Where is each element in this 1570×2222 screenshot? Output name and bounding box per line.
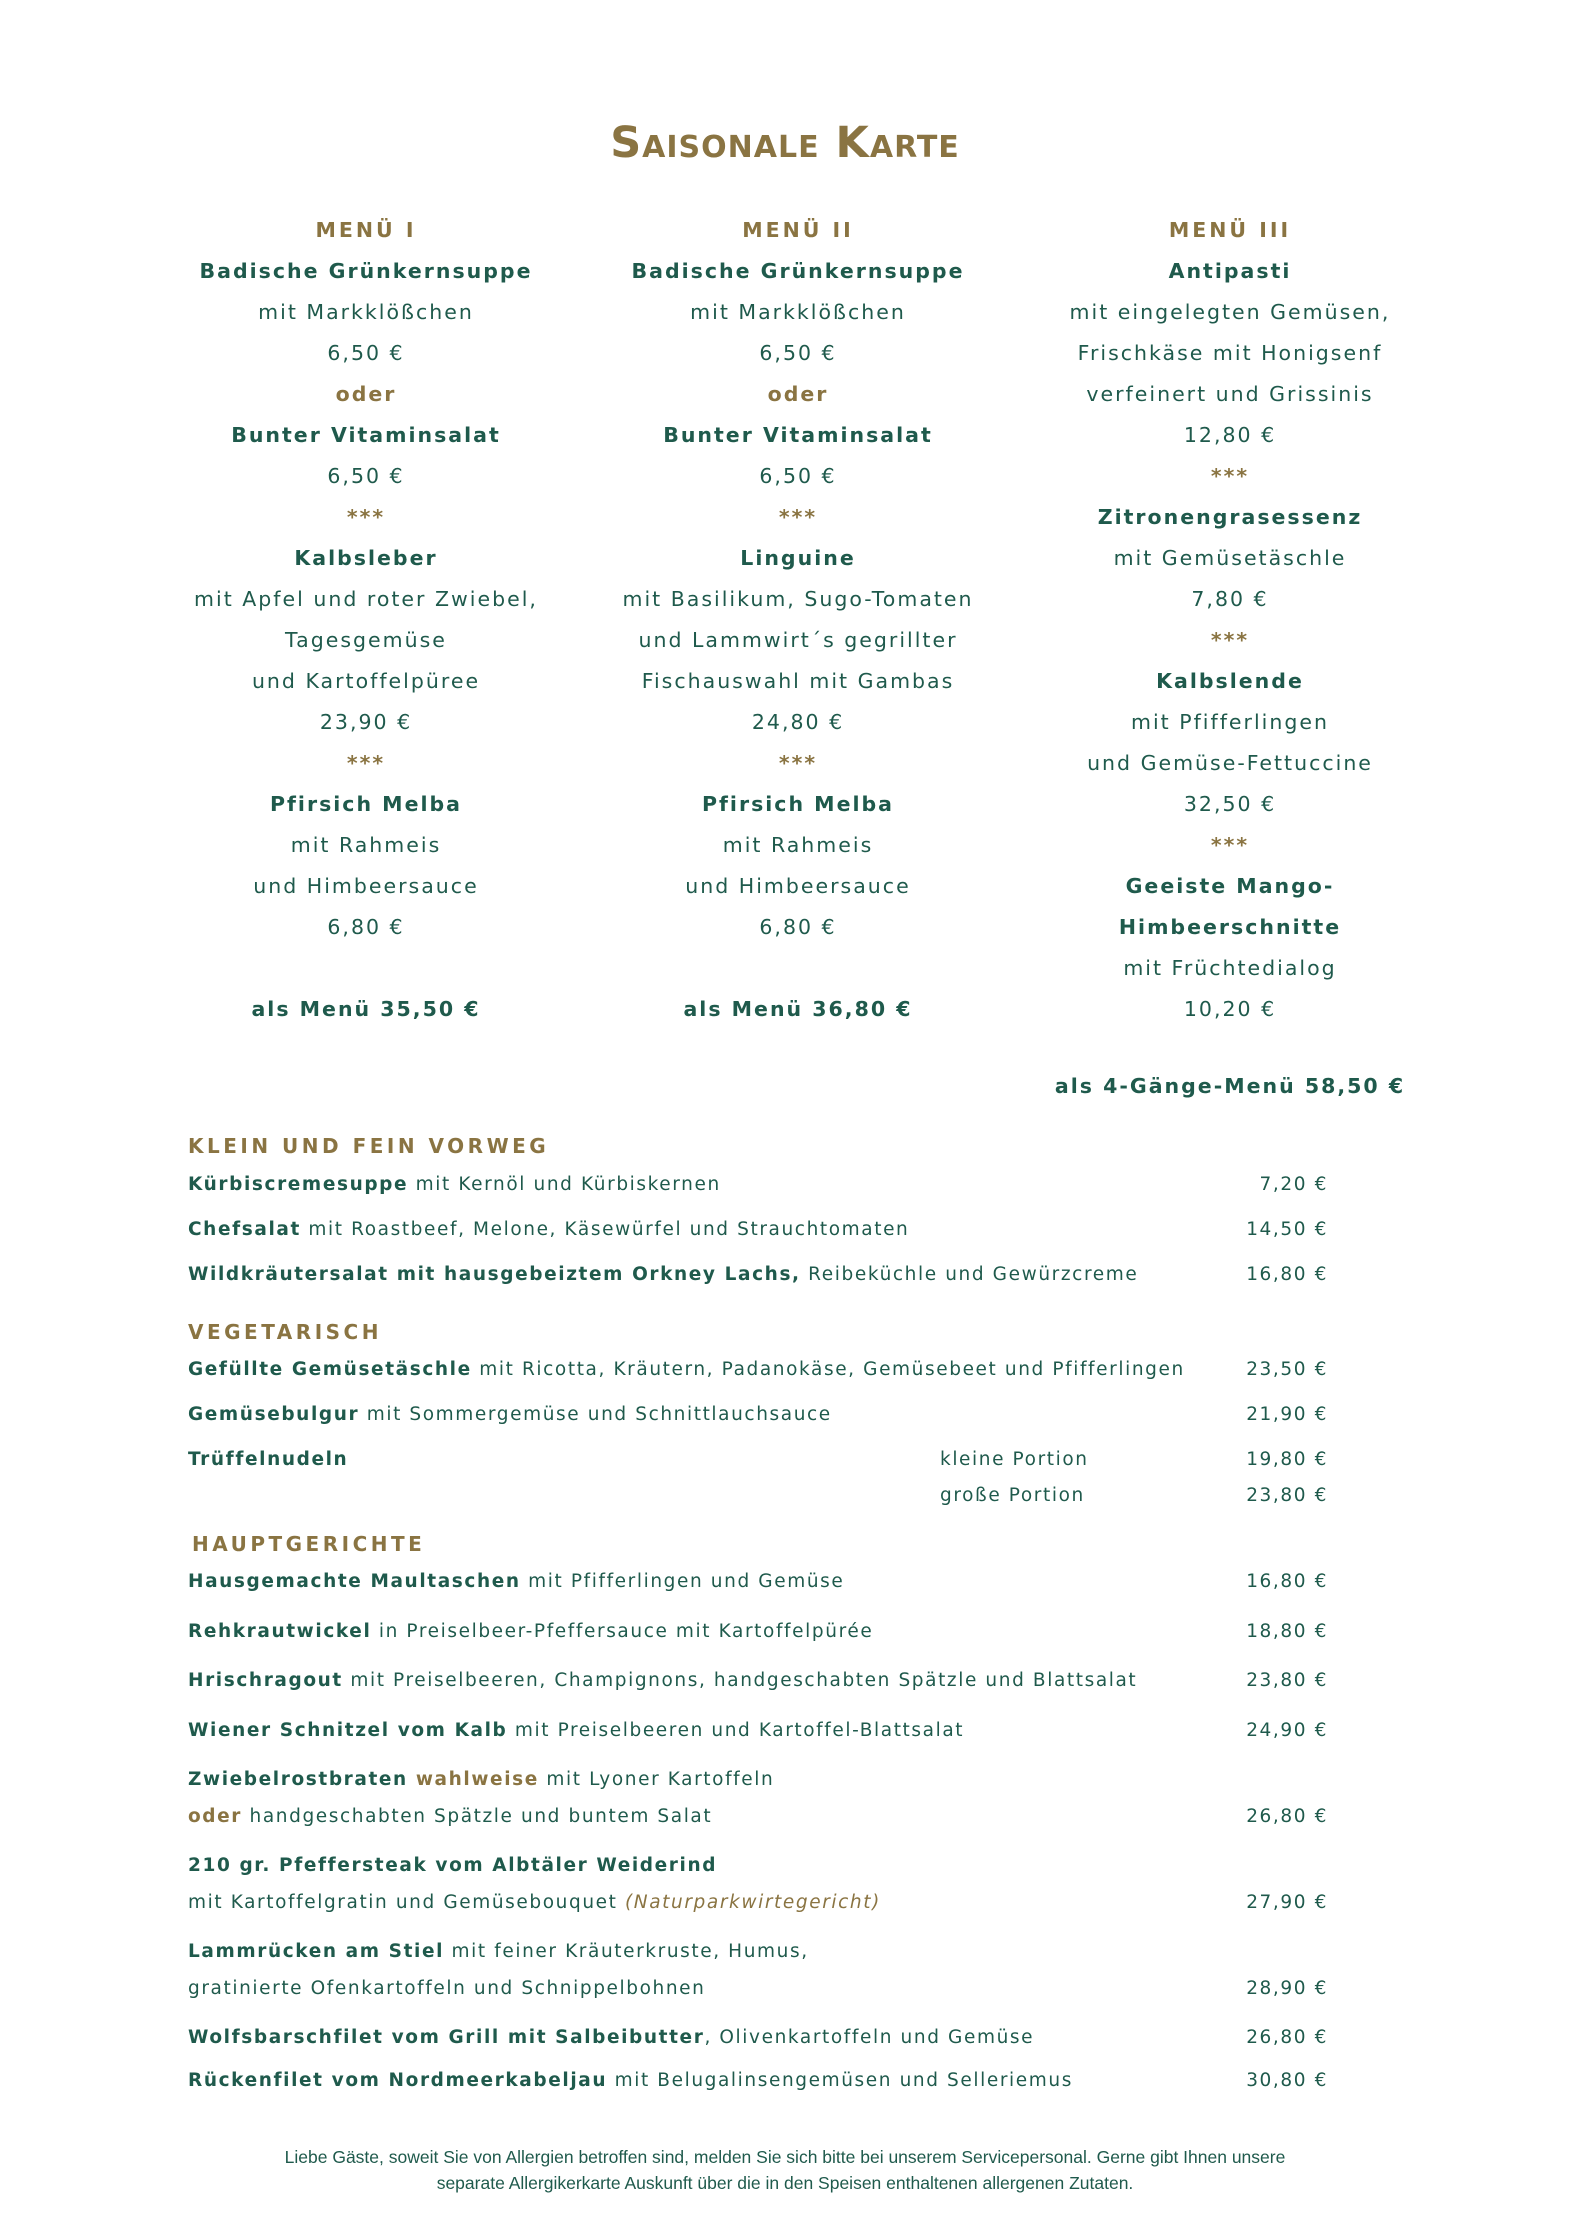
dish-row <box>188 1219 909 1240</box>
course-separator: *** <box>778 751 818 775</box>
dish-name: Hausgemachte Maultaschen <box>188 1571 521 1592</box>
course-detail: mit Basilikum, Sugo-Tomaten <box>622 587 974 611</box>
dish-row <box>188 1855 717 1876</box>
dish-price: 26,80 € <box>1246 1806 1328 1827</box>
menu-total-price: als Menü 35,50 € <box>251 997 481 1021</box>
course-separator: *** <box>346 751 386 775</box>
dish-row <box>188 1449 348 1470</box>
course-name: Kalbslende <box>1156 669 1304 693</box>
dish-price: 23,80 € <box>1246 1670 1328 1691</box>
course-name: Zitronengrasessenz <box>1097 505 1363 529</box>
dish-name: Trüffelnudeln <box>188 1449 349 1470</box>
course-name: Linguine <box>740 546 856 570</box>
dish-price: 16,80 € <box>1246 1264 1328 1285</box>
alternative-label: oder <box>335 382 397 406</box>
section-heading-vegetarisch: VEGETARISCH <box>188 1320 382 1344</box>
dish-row-continued <box>188 1806 712 1827</box>
dish-name: Wolfsbarschfilet vom Grill mit Salbeibutter <box>188 2027 705 2048</box>
course-separator: *** <box>1210 833 1250 857</box>
dish-row <box>188 2070 1073 2091</box>
course-detail <box>588 948 1008 989</box>
dish-row <box>188 1359 1185 1380</box>
dish-name: Rückenfilet vom Nordmeerkabeljau <box>188 2070 608 2091</box>
option-label: oder <box>188 1806 243 1827</box>
course-detail: 24,80 € <box>751 710 845 734</box>
course-detail <box>156 948 576 989</box>
dish-row <box>188 1174 721 1195</box>
dish-name: Lammrücken am Stiel <box>188 1941 445 1962</box>
dish-description: mit Lyoner Kartoffeln <box>538 1769 775 1790</box>
dish-row <box>188 1769 774 1790</box>
course-detail: 7,80 € <box>1191 587 1269 611</box>
course-detail: mit Markklößchen <box>690 300 906 324</box>
dish-price: 18,80 € <box>1246 1621 1328 1642</box>
portion-label: kleine Portion <box>940 1449 1089 1470</box>
dish-price: 30,80 € <box>1246 2070 1328 2091</box>
menu-column-2 <box>588 210 1008 1030</box>
course-detail: mit eingelegten Gemüsen, <box>1069 300 1391 324</box>
dish-price: 28,90 € <box>1246 1978 1328 1999</box>
dish-price: 7,20 € <box>1259 1174 1328 1195</box>
course-detail: mit Rahmeis <box>722 833 874 857</box>
menu-column-3 <box>1020 210 1440 1030</box>
alternative-label: oder <box>767 382 829 406</box>
dish-row <box>188 1621 873 1642</box>
dish-row <box>188 1571 844 1592</box>
dish-name: Kürbiscremesuppe <box>188 1174 409 1195</box>
portion-label: große Portion <box>940 1485 1085 1506</box>
dish-description: mit Kernöl und Kürbiskernen <box>408 1174 721 1195</box>
dish-name: 210 gr. Pfeffersteak vom Albtäler Weiderind <box>188 1855 718 1876</box>
course-detail: mit Gemüsetäschle <box>1113 546 1347 570</box>
course-detail: mit Pfifferlingen <box>1131 710 1329 734</box>
section-heading-hauptgerichte: HAUPTGERICHTE <box>192 1532 426 1556</box>
dish-row <box>188 1941 809 1962</box>
dish-row <box>188 1670 1137 1691</box>
dish-name: Wildkräutersalat mit hausgebeiztem Orkney Lachs, <box>188 1264 801 1285</box>
dish-price: 26,80 € <box>1246 2027 1328 2048</box>
course-detail: und Kartoffelpüree <box>251 669 481 693</box>
course-detail: Frischkäse mit Honigsenf <box>1077 341 1383 365</box>
dish-price: 19,80 € <box>1246 1449 1328 1470</box>
menu-heading: MENÜ I <box>315 218 417 242</box>
dish-description: mit Kartoffelgratin und Gemüsebouquet <box>188 1892 625 1913</box>
course-separator: *** <box>1210 464 1250 488</box>
allergy-note-line: separate Allergikerkarte Auskunft über die in den Speisen enthaltenen allergenen Zutaten. <box>436 2173 1134 2193</box>
course-detail: 6,50 € <box>759 464 837 488</box>
dish-price: 16,80 € <box>1246 1571 1328 1592</box>
allergy-note-line: Liebe Gäste, soweit Sie von Allergien betroffen sind, melden Sie sich bitte bei unserem Servicepersonal. Gerne gibt Ihnen unsere <box>284 2147 1286 2167</box>
dish-name: Zwiebelrostbraten <box>188 1769 408 1790</box>
dish-description: mit Belugalinsengemüsen und Selleriemus <box>607 2070 1073 2091</box>
dish-price: 27,90 € <box>1246 1892 1328 1913</box>
course-name: Pfirsich Melba <box>701 792 895 816</box>
dish-description: Reibeküchle und Gewürzcreme <box>800 1264 1139 1285</box>
course-separator: *** <box>778 505 818 529</box>
course-detail: mit Früchtedialog <box>1123 956 1337 980</box>
course-detail: 10,20 € <box>1183 997 1277 1021</box>
course-detail: mit Rahmeis <box>290 833 442 857</box>
course-separator: *** <box>1210 628 1250 652</box>
course-detail: Tagesgemüse <box>285 628 447 652</box>
dish-name: Hrischragout <box>188 1670 343 1691</box>
course-name: Kalbsleber <box>294 546 438 570</box>
course-detail: 6,80 € <box>327 915 405 939</box>
course-detail: und Gemüse-Fettuccine <box>1087 751 1373 775</box>
dish-price: 23,80 € <box>1246 1485 1328 1506</box>
course-name: Badische Grünkernsuppe <box>199 259 533 283</box>
course-detail: 12,80 € <box>1183 423 1277 447</box>
dish-description: in Preiselbeer-Pfeffersauce mit Kartoffelpürée <box>371 1621 874 1642</box>
course-name: Badische Grünkernsuppe <box>631 259 965 283</box>
dish-row <box>188 1404 832 1425</box>
dish-description: mit feiner Kräuterkruste, Humus, <box>444 1941 809 1962</box>
course-name: Himbeerschnitte <box>1118 915 1342 939</box>
dish-price: 21,90 € <box>1246 1404 1328 1425</box>
course-detail: und Himbeersauce <box>253 874 479 898</box>
course-detail: 23,90 € <box>319 710 413 734</box>
allergy-note <box>0 2144 1570 2196</box>
course-separator: *** <box>346 505 386 529</box>
dish-row <box>188 1720 964 1741</box>
dish-row <box>188 2027 1034 2048</box>
dish-description: mit Preiselbeeren, Champignons, handgeschabten Spätzle und Blattsalat <box>342 1670 1138 1691</box>
dish-price: 23,50 € <box>1246 1359 1328 1380</box>
dish-description: mit Preiselbeeren und Kartoffel-Blattsalat <box>507 1720 965 1741</box>
page-title: Saisonale Karte <box>610 118 960 168</box>
dish-row-continued <box>188 1892 881 1913</box>
menu-total-price: als Menü 36,80 € <box>683 997 913 1021</box>
dish-row-continued <box>188 1978 706 1999</box>
dish-row <box>188 1264 1138 1285</box>
course-name: Bunter Vitaminsalat <box>663 423 933 447</box>
dish-price: 14,50 € <box>1246 1219 1328 1240</box>
dish-description: handgeschabten Spätzle und buntem Salat <box>242 1806 713 1827</box>
course-name: Bunter Vitaminsalat <box>231 423 501 447</box>
dish-price: 24,90 € <box>1246 1720 1328 1741</box>
dish-name: Rehkrautwickel <box>188 1621 372 1642</box>
dish-name: Wiener Schnitzel vom Kalb <box>188 1720 508 1741</box>
course-detail: und Himbeersauce <box>685 874 911 898</box>
course-detail: 6,50 € <box>327 464 405 488</box>
menu-heading: MENÜ II <box>742 218 854 242</box>
menu-column-1 <box>156 210 576 1030</box>
course-name: Geeiste Mango- <box>1125 874 1335 898</box>
dish-name: Gefüllte Gemüsetäschle <box>188 1359 472 1380</box>
course-name: Antipasti <box>1168 259 1292 283</box>
dish-name: Gemüsebulgur <box>188 1404 360 1425</box>
menu-heading: MENÜ III <box>1168 218 1292 242</box>
course-detail: und Lammwirt´s gegrillter <box>638 628 958 652</box>
course-name: Pfirsich Melba <box>269 792 463 816</box>
course-detail: verfeinert und Grissinis <box>1086 382 1374 406</box>
option-label: wahlweise <box>407 1769 539 1790</box>
dish-description: mit Pfifferlingen und Gemüse <box>520 1571 845 1592</box>
course-detail: mit Apfel und roter Zwiebel, <box>194 587 538 611</box>
dish-name: Chefsalat <box>188 1219 301 1240</box>
course-detail: 32,50 € <box>1183 792 1277 816</box>
dish-description: mit Ricotta, Kräutern, Padanokäse, Gemüsebeet und Pfifferlingen <box>471 1359 1185 1380</box>
dish-description: mit Sommergemüse und Schnittlauchsauce <box>359 1404 832 1425</box>
four-course-menu-price: als 4-Gänge-Menü 58,50 € <box>1054 1074 1406 1098</box>
course-detail: 6,80 € <box>759 915 837 939</box>
section-heading-vorweg: KLEIN UND FEIN VORWEG <box>188 1134 550 1158</box>
course-detail: 6,50 € <box>327 341 405 365</box>
course-detail: 6,50 € <box>759 341 837 365</box>
dish-description: gratinierte Ofenkartoffeln und Schnippelbohnen <box>188 1978 706 1999</box>
course-detail: mit Markklößchen <box>258 300 474 324</box>
dish-description: , Olivenkartoffeln und Gemüse <box>704 2027 1035 2048</box>
dish-description: mit Roastbeef, Melone, Käsewürfel und Strauchtomaten <box>300 1219 910 1240</box>
course-detail: Fischauswahl mit Gambas <box>641 669 955 693</box>
dish-note: (Naturparkwirtegericht) <box>624 1892 881 1913</box>
